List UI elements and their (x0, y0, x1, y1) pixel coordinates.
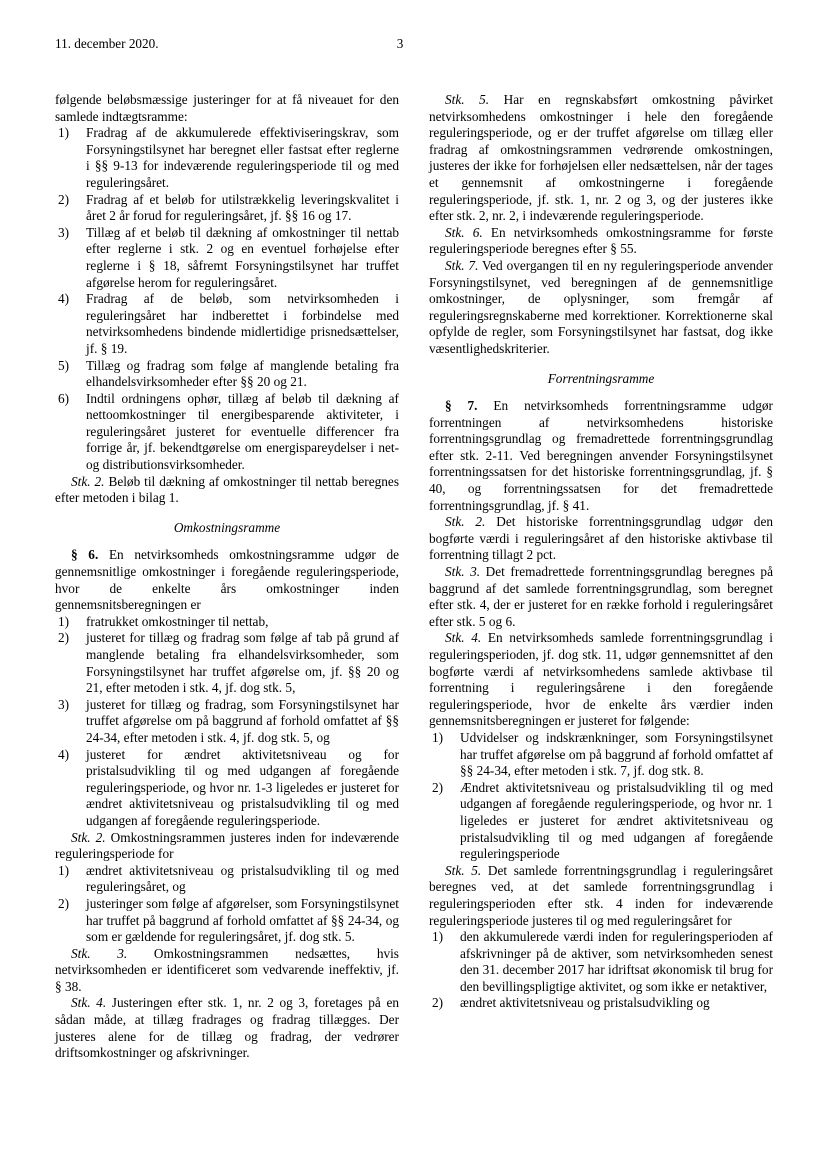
stk-text: Det historiske forrentningsgrundlag udgør den bogførte værdi i reguleringsåret af den historiske aktivbase til forrentning tillagt 2 pct. (429, 514, 773, 563)
list-marker: 2) (432, 779, 444, 795)
stk-label: Stk. 2. (71, 829, 106, 845)
stk-label: Stk. 2. (445, 514, 486, 530)
list-forrentningsgrundlag-reguleringsaar (429, 929, 773, 1012)
list-marker: 2) (432, 995, 444, 1011)
stk-text: Det samlede forrentningsgrundlag i reguleringsåret beregnes ved, at det samlede forrentningsgrundlag i reguleringsperioden efter stk. 4 inden for indeværende reguleringsperiode justeres til og med reguleringsåret for (429, 862, 773, 928)
stk-text: Omkostningsrammen justeres inden for indeværende reguleringsperiode for (55, 829, 399, 862)
list-marker: 1) (58, 613, 70, 629)
list-item-text: ændret aktivitetsniveau og pristalsudvikling og (460, 995, 710, 1011)
paragraph-intro: følgende beløbsmæssige justeringer for at få niveauet for den samlede indtægtsramme: (55, 92, 399, 124)
paragraph-stk-2-nettab (55, 474, 399, 507)
header-date: 11. december 2020. (55, 36, 159, 51)
list-marker: 3) (58, 696, 70, 712)
list-item (55, 697, 399, 747)
paragraph-stk-2-omkostningsramme (55, 830, 399, 863)
list-omkostningsramme-beregning (55, 614, 399, 830)
stk-label: Stk. 7. (445, 257, 479, 273)
list-item-text: Tillæg af et beløb til dækning af omkostninger til nettab efter reglerne i stk. 2 og en eventuel forhøjelse efter reglerne i § 18, såfremt Forsyningstilsynet har truffet afgørelse herom for reguleringsåret. (86, 224, 399, 290)
list-item (55, 291, 399, 357)
list-item-text: Tillæg og fradrag som følge af manglende betaling fra elhandelsvirksomheder efter §§ 20 og 21. (86, 357, 399, 390)
list-item-text: justeret for tillæg og fradrag som følge af tab på grund af manglende betaling fra elhandelsvirksomheder, som Forsyningstilsynet har truffet afgørelse om, jf. §§ 20 og 21, efter metoden i stk. 4, jf. dog stk. 5, (86, 630, 399, 696)
list-item-text: Fradrag af de beløb, som netvirksomheden i reguleringsåret har indberettet i forbindelse med netvirksomhedens bindende midlertidige prisnedsættelser, jf. § 19. (86, 291, 399, 356)
section-heading-forrentningsramme: Forrentningsramme (547, 370, 655, 386)
list-marker: 4) (58, 291, 70, 307)
stk-label: Stk. 2. (71, 473, 105, 489)
list-item (55, 192, 399, 225)
list-marker: 1) (58, 125, 70, 141)
stk-text: Justeringen efter stk. 1, nr. 2 og 3, foretages på en sådan måde, at tillæg fradrages og fradrag tillægges. Der justeres alene for de tillæg og fradrag, der vedrører driftsomkostninger og afskrivninger. (55, 995, 399, 1061)
list-marker: 4) (58, 746, 70, 762)
stk-text: Beløb til dækning af omkostninger til nettab beregnes efter metoden i bilag 1. (55, 473, 400, 506)
stk-text: En netvirksomheds omkostningsramme for første reguleringsperiode beregnes efter § 55. (429, 224, 773, 257)
list-marker: 1) (58, 862, 70, 878)
stk-text: Har en regnskabsført omkostning påvirket netvirksomhedens omkostninger i hele den foregående reguleringsperiode, og er der truffet afgørelse om tillæg eller fradrag af omkostningsrammen vedrørende omkostningen, justeres der ikke for forhøjelsen eller nedsættelsen, når der tages et gennemsnit af omkostningerne i foregående reguleringsperiode, jf. stk. 1, nr. 2 og 3, og der justeres ikke efter stk. 2, nr. 2, i indeværende reguleringsperiode. (429, 92, 774, 224)
paragraph-stk-5-forrentning (429, 863, 773, 929)
list-item-text: Fradrag af et beløb for utilstrækkelig leveringskvalitet i året 2 år forud for reguleringsåret, jf. §§ 16 og 17. (86, 191, 399, 224)
column-left (55, 92, 399, 1062)
stk-label: Stk. 5. (445, 92, 490, 107)
stk-label: Stk. 3. (71, 945, 128, 961)
list-item (55, 614, 399, 631)
page-header (55, 34, 772, 54)
list-forrentningsgrundlag-justeringer (429, 730, 773, 863)
stk-label: Stk. 5. (445, 862, 482, 878)
list-item-text: Indtil ordningens ophør, tillæg af beløb til dækning af nettoomkostninger til energibesparende aktiviteter, i reguleringsåret justeret for eventuelle differencer fra forrige år, jf. bekendtgørelse om energispareydelser i net- og distributionsvirksomheder. (86, 390, 399, 473)
list-item (55, 391, 399, 474)
stk-label: Stk. 4. (71, 995, 107, 1011)
list-item (429, 995, 773, 1012)
body-columns (55, 92, 775, 1092)
paragraph-stk-5 (429, 92, 773, 225)
list-item (55, 358, 399, 391)
list-item-text: Ændret aktivitetsniveau og pristalsudvikling til og med udgangen af foregående reguleringsperiode, og hvor nr. 1 ligeledes er justeret for ændret aktivitetsniveau og pristalsudvikling til og med udgangen af foregående reguleringsperiode (460, 779, 773, 862)
list-marker: 5) (58, 357, 70, 373)
list-item (55, 225, 399, 291)
stk-label: Stk. 6. (445, 224, 483, 240)
paragraph-stk-7 (429, 258, 773, 358)
list-item (429, 730, 773, 780)
paragraph-stk-3-forrentning (429, 564, 773, 630)
page-number: 3 (396, 36, 404, 51)
list-marker: 1) (432, 729, 444, 745)
paragraph-stk-3 (55, 946, 399, 996)
paragraph-section-6 (55, 547, 399, 613)
list-item (55, 896, 399, 946)
list-omkostningsramme-justeringer (55, 863, 399, 946)
stk-text: Det fremadrettede forrentningsgrundlag beregnes på baggrund af det samlede forrentningsgrundlag, som beregnet efter stk. 4, der er justeret for en række forhold i reguleringsåret efter stk. 5 og 6. (429, 564, 773, 629)
list-item-text: Udvidelser og indskrænkninger, som Forsyningstilsynet har truffet afgørelse om på baggrund af forhold omfattet af §§ 24-34, efter metoden i stk. 7, jf. dog stk. 8. (460, 729, 773, 779)
stk-text: Ved overgangen til en ny reguleringsperiode anvender Forsyningstilsynet, ved beregningen af de gennemsnitlige omkostninger, de oplysninger, som fremgår af reguleringsregnskaberne med korrektioner. Korrektionerne skal opfylde de regler, som Forsyningstilsynet har fastsat, dog ikke væsentlighedskriterier. (429, 257, 773, 356)
section-number: § 6. (71, 547, 99, 563)
list-item-text: Fradrag af de akkumulerede effektiviseringskrav, som Forsyningstilsynet har beregnet eller fastsat efter reglerne i §§ 9-13 for indeværende reguleringsperiode til og med reguleringsåret. (86, 125, 399, 190)
list-item (55, 863, 399, 896)
list-marker: 3) (58, 224, 70, 240)
column-right (429, 92, 773, 1012)
list-item-text: den akkumulerede værdi inden for reguleringsperioden af afskrivninger på de aktiver, som netvirksomheden senest den 31. december 2017 har idriftsat økonomisk til brug for den bevillingspligtige aktivitet, og som ikke er netaktiver, (460, 929, 773, 994)
list-item (429, 929, 773, 995)
stk-text: Omkostningsrammen nedsættes, hvis netvirksomheden er identificeret som vedvarende ineffektiv, jf. § 38. (55, 945, 399, 994)
list-indtaegtsramme-justeringer (55, 125, 399, 473)
paragraph-stk-2-forrentning (429, 514, 773, 564)
list-marker: 2) (58, 895, 70, 911)
paragraph-stk-6 (429, 225, 773, 258)
paragraph-stk-4-forrentning (429, 630, 773, 730)
list-item-text: justeringer som følge af afgørelser, som Forsyningstilsynet har truffet på baggrund af forhold omfattet af §§ 24-34, og som er gældende for reguleringsåret, jf. dog stk. 5. (86, 895, 399, 945)
paragraph-stk-4 (55, 995, 399, 1061)
list-item (429, 780, 773, 863)
list-item-text: ændret aktivitetsniveau og pristalsudvikling til og med reguleringsåret, og (86, 862, 399, 895)
list-marker: 6) (58, 390, 70, 406)
list-item (55, 747, 399, 830)
list-item (55, 630, 399, 696)
section-text: En netvirksomheds omkostningsramme udgør de gennemsnitlige omkostninger i foregående reguleringsperiode, hvor de enkelte års omkostninger inden gennemsnitsberegningen er (55, 547, 399, 613)
list-item-text: justeret for ændret aktivitetsniveau og for pristalsudvikling til og med udgangen af foregående reguleringsperiode, og hvor nr. 1-3 ligeledes er justeret for ændret aktivitetsniveau og pristalsudvikling til og med udgangen af foregående reguleringsperiode. (86, 746, 399, 828)
list-item-text: fratrukket omkostninger til nettab, (86, 613, 269, 629)
list-item-text: justeret for tillæg og fradrag, som Forsyningstilsynet har truffet afgørelse om på baggrund af forhold omfattet af §§ 24-34, efter metoden i stk. 4, jf. dog stk. 5, og (86, 696, 399, 745)
stk-label: Stk. 3. (445, 564, 481, 580)
stk-text: En netvirksomheds samlede forrentningsgrundlag i reguleringsperioden, jf. dog stk. 11, udgør gennemsnittet af den bogførte værdi af netvirksomhedens samlede aktivbase til forrentning i reguleringsårene i den foregående reguleringsperiode, hvor de enkelte års værdier inden gennemsnitsberegningen er justeret for følgende: (429, 630, 773, 729)
list-marker: 2) (58, 630, 70, 646)
list-item (55, 125, 399, 191)
list-marker: 1) (432, 929, 444, 945)
section-heading-omkostningsramme: Omkostningsramme (173, 519, 281, 535)
section-text: En netvirksomheds forrentningsramme udgør forrentningen af netvirksomhedens historiske forrentningsgrundlag og fremadrettede forrentningsgrundlag efter stk. 2-11. Ved beregningen anvender Forsyningstilsynet forrentningssatsen for det historiske forrentningsgrundlag, jf. § 40, og forrentningssatsen for det fremadrettede forrentningsgrundlag, jf. § 41. (429, 398, 773, 513)
section-number: § 7. (445, 398, 478, 414)
paragraph-section-7 (429, 398, 773, 514)
list-marker: 2) (58, 191, 70, 207)
stk-label: Stk. 4. (445, 630, 482, 646)
